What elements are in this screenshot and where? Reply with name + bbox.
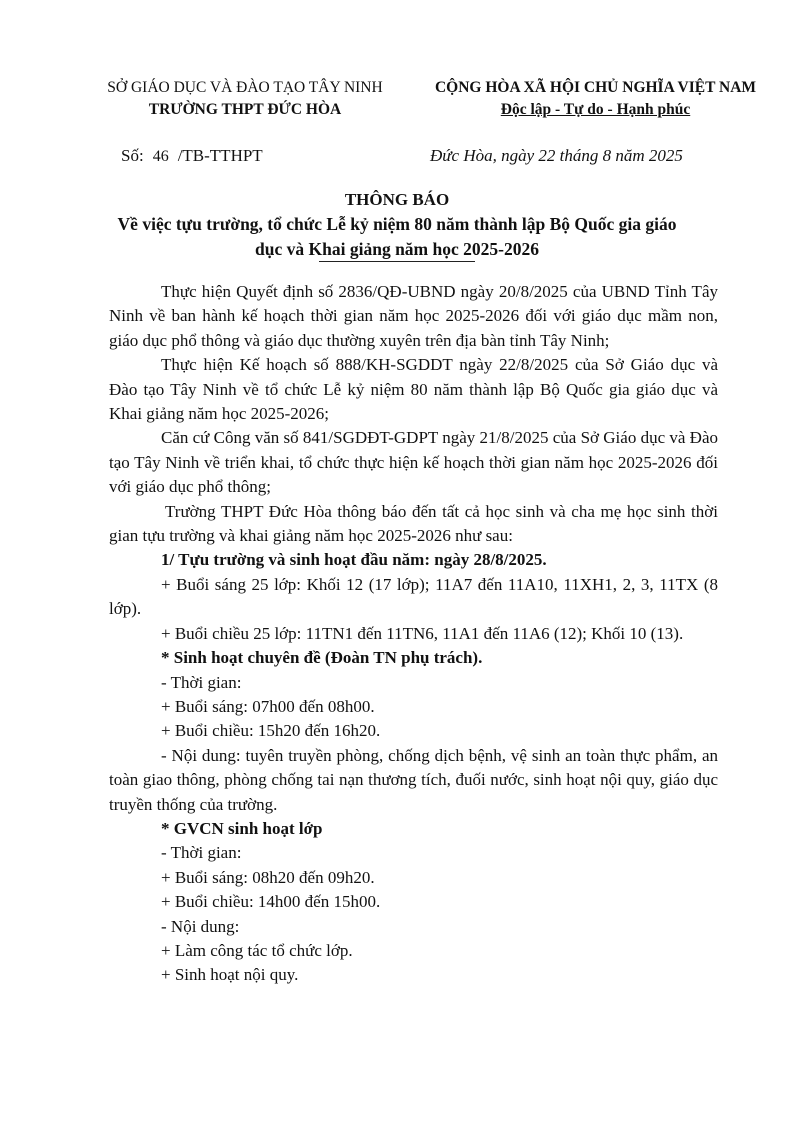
number-code: /TB-TTHPT (177, 146, 263, 165)
gvcn-morning-time: + Buổi sáng: 08h20 đến 09h20. (161, 867, 375, 887)
department-name: SỞ GIÁO DỤC VÀ ĐÀO TẠO TÂY NINH (107, 79, 383, 96)
section-1-heading: 1/ Tựu trường và sinh hoạt đầu năm: ngày 28/8/2025. (161, 550, 547, 570)
document-number (121, 146, 263, 166)
morning-classes: + Buổi sáng 25 lớp: Khối 12 (17 lớp); 11A7 đến 11A10, 11XH1, 2, 3, 11TX (8 lớp). (109, 574, 718, 619)
topic-content: - Nội dung: tuyên truyền phòng, chống dịch bệnh, vệ sinh an toàn thực phẩm, an toàn giao thông, phòng chống tai nạn thương tích, đuối nước, sinh hoạt nội quy, giáo dục truyền thống của trường. (109, 745, 718, 814)
afternoon-classes: + Buổi chiều 25 lớp: 11TN1 đến 11TN6, 11A1 đến 11A6 (12); Khối 10 (13). (161, 623, 684, 643)
header-right (418, 77, 773, 121)
paragraph-announcement: Trường THPT Đức Hòa thông báo đến tất cả học sinh và cha mẹ học sinh thời gian tựu trường và khai giảng năm học 2025-2026 như sau: (109, 501, 718, 546)
paragraph-decision: Thực hiện Quyết định số 2836/QĐ-UBND ngày 20/8/2025 của UBND Tỉnh Tây Ninh về ban hành kế hoạch thời gian năm học 2025-2026 đối với giáo dục mầm non, giáo dục phổ thông và giáo dục thường xuyên trên địa bàn tỉnh Tây Ninh; (109, 282, 718, 350)
place-date: Đức Hòa, ngày 22 tháng 8 năm 2025 (430, 146, 683, 165)
nation-name: CỘNG HÒA XÃ HỘI CHỦ NGHĨA VIỆT NAM (434, 79, 757, 96)
school-name: TRƯỜNG THPT ĐỨC HÒA (148, 101, 342, 118)
number-value: 46 (152, 148, 169, 165)
title-subject-line-1: Về việc tựu trường, tổ chức Lễ kỷ niệm 80 năm thành lập Bộ Quốc gia giáo (117, 214, 677, 234)
topic-time-label: - Thời gian: (161, 672, 242, 692)
national-motto: Độc lập - Tự do - Hạnh phúc (500, 101, 691, 118)
paragraph-plan: Thực hiện Kế hoạch số 888/KH-SGDDT ngày 22/8/2025 của Sở Giáo dục và Đào tạo Tây Ninh về tổ chức Lễ kỷ niệm 80 năm thành lập Bộ Quốc gia giáo dục và Khai giảng năm học 2025-2026; (109, 355, 718, 424)
gvcn-heading: * GVCN sinh hoạt lớp (161, 818, 323, 838)
topic-heading: * Sinh hoạt chuyên đề (Đoàn TN phụ trách). (161, 648, 483, 668)
gvcn-content-label: - Nội dung: (161, 916, 240, 936)
document-body (109, 280, 718, 988)
gvcn-item-rules: + Sinh hoạt nội quy. (161, 965, 299, 985)
document-title (100, 189, 694, 261)
title-divider (319, 261, 475, 262)
gvcn-item-organize: + Làm công tác tổ chức lớp. (161, 940, 353, 960)
title-type: THÔNG BÁO (344, 190, 450, 209)
title-subject-line-2: dục và Khai giảng năm học 2025-2026 (255, 239, 539, 259)
topic-afternoon-time: + Buổi chiều: 15h20 đến 16h20. (161, 721, 381, 741)
gvcn-afternoon-time: + Buổi chiều: 14h00 đến 15h00. (161, 892, 381, 912)
topic-morning-time: + Buổi sáng: 07h00 đến 08h00. (161, 696, 375, 716)
number-prefix: Số: (121, 146, 144, 165)
header-left (80, 77, 410, 121)
gvcn-time-label: - Thời gian: (161, 843, 242, 863)
paragraph-dispatch: Căn cứ Công văn số 841/SGDĐT-GDPT ngày 21/8/2025 của Sở Giáo dục và Đào tạo Tây Ninh về triển khai, tổ chức thực hiện kế hoạch thời gian năm học 2025-2026 đối với giáo dục phổ thông; (109, 428, 718, 497)
